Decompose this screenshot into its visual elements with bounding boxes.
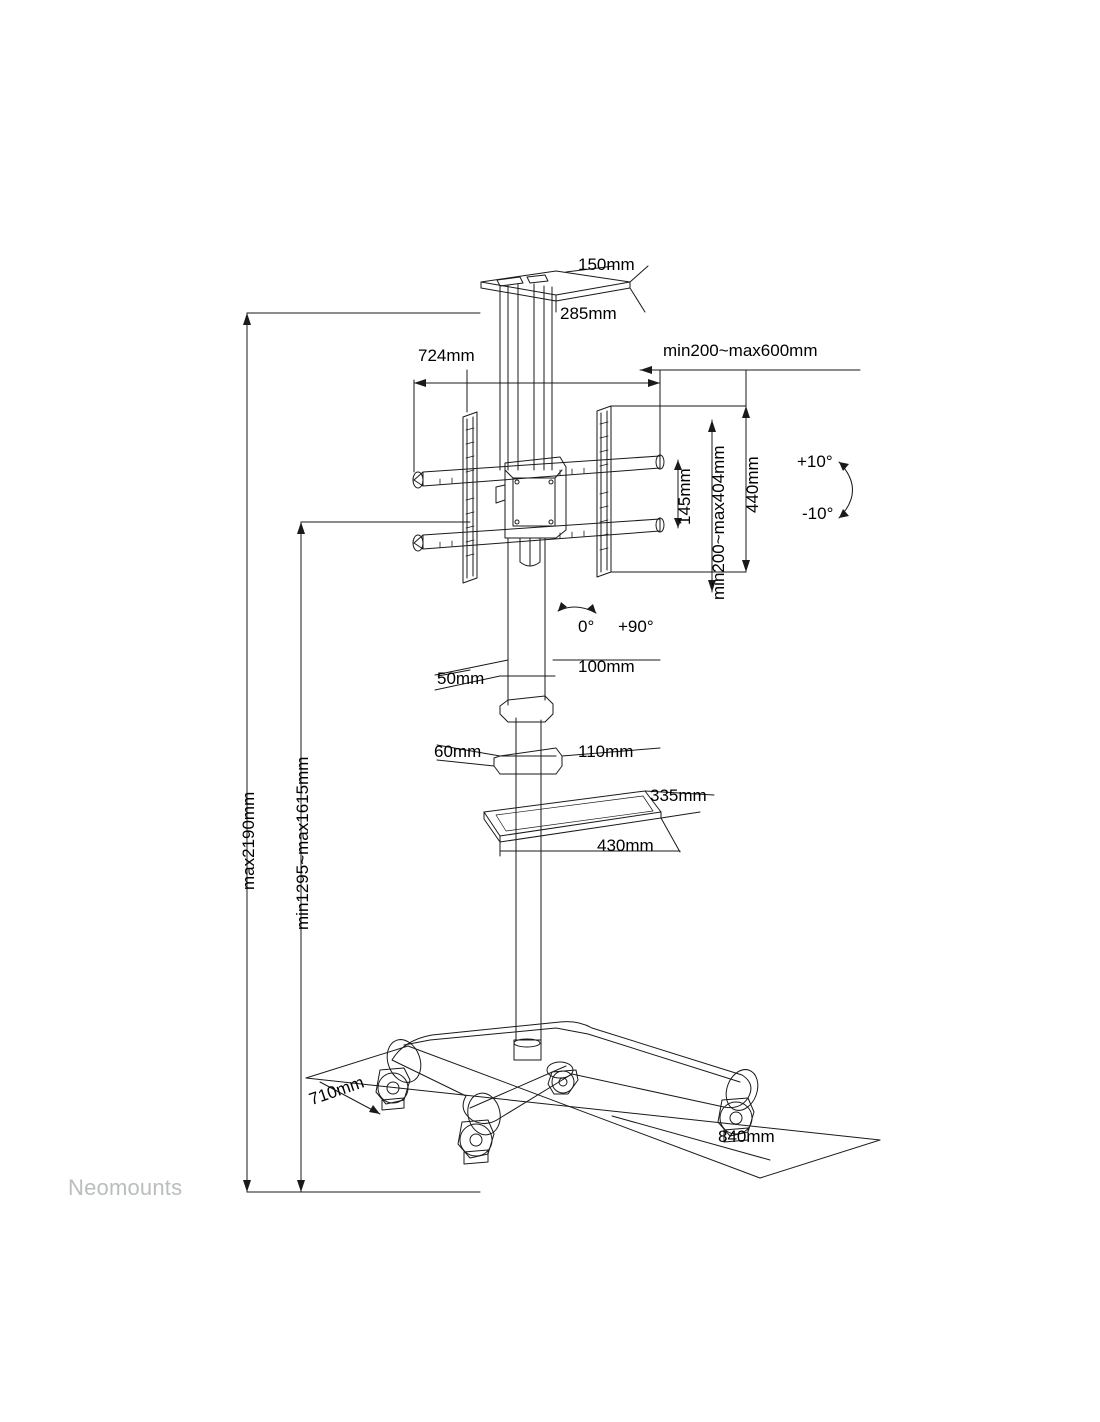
- dimension-label-rotate-ninety: +90°: [618, 617, 654, 636]
- dimension-label-rotate-zero: 0°: [578, 617, 595, 636]
- dimension-label-shelf-width: 430mm: [597, 836, 654, 855]
- mast-upper: [500, 284, 552, 470]
- dimension-label-base-width: 840mm: [718, 1127, 775, 1146]
- dimension-label-screen-height-range: min1295~max1615mm: [293, 756, 312, 930]
- brand-logo: Neomounts: [68, 1175, 183, 1200]
- dimension-label-bracket-height: 440mm: [743, 456, 762, 513]
- dimension-label-shelf-depth: 335mm: [650, 786, 707, 805]
- dimension-label-top-plate-width: 285mm: [560, 304, 617, 323]
- dimension-lines-bracket: [414, 366, 860, 592]
- dimension-label-vesa-vertical: min200~max404mm: [709, 445, 728, 600]
- castors: [376, 1068, 754, 1164]
- dimension-label-base-depth: 710mm: [306, 1072, 367, 1110]
- dimension-label-camera-shelf-depth: 50mm: [437, 669, 485, 688]
- tilt-angle-indicator: [839, 462, 853, 518]
- dimension-lines-base: [306, 1046, 880, 1178]
- dimension-label-bracket-width: 724mm: [418, 346, 475, 365]
- base-frame: [381, 1022, 763, 1138]
- dimension-label-av-shelf-depth-small: 60mm: [434, 742, 482, 761]
- dimension-label-tilt-down: -10°: [802, 504, 834, 523]
- mast-lower: [500, 538, 553, 1047]
- dimension-label-top-plate-depth: 150mm: [578, 255, 635, 274]
- dimension-label-vesa-horizontal: min200~max600mm: [663, 341, 818, 360]
- vesa-bracket-assembly: [413, 406, 664, 583]
- dimension-label-av-shelf-width-small: 110mm: [578, 742, 634, 761]
- rotation-angle-indicator: [558, 602, 596, 613]
- dimension-label-camera-shelf-width: 100mm: [578, 657, 635, 676]
- dimension-label-total-height: max2190mm: [239, 791, 258, 890]
- dimension-label-bracket-rail-spacing: 145mm: [675, 468, 694, 525]
- dimension-label-tilt-up: +10°: [797, 452, 833, 471]
